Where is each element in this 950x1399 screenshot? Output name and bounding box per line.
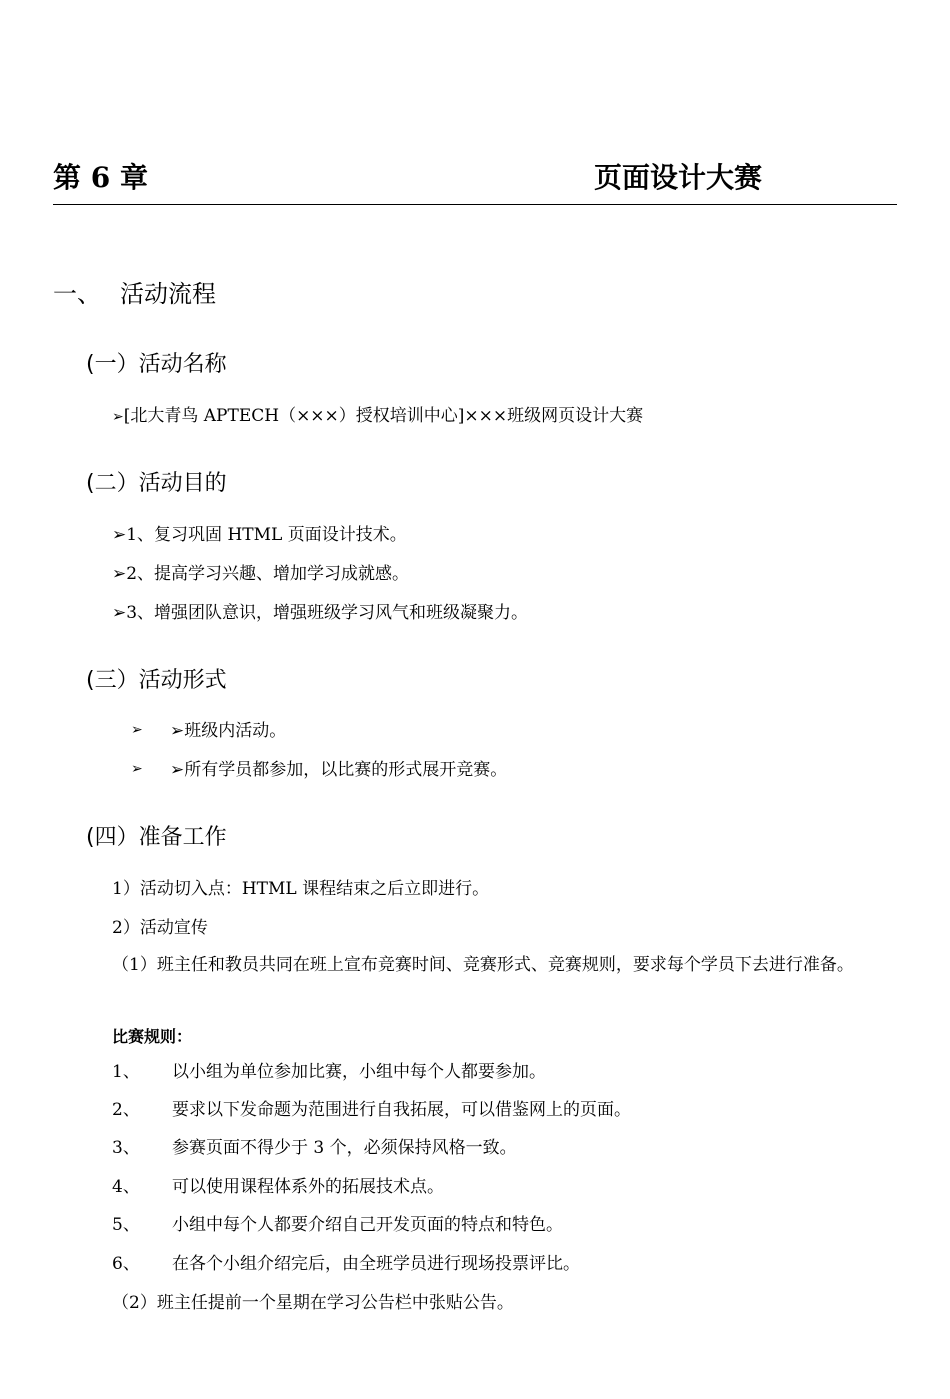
rules-heading: 比赛规则： — [112, 1027, 193, 1046]
header-divider — [53, 204, 897, 205]
list-item — [112, 404, 643, 429]
rule-number: 2、 — [112, 1100, 140, 1120]
list-item: ➢3、增强团队意识，增强班级学习风气和班级凝聚力。 — [112, 603, 529, 623]
rule-text: 要求以下发命题为范围进行自我拓展，可以借鉴网上的页面。 — [172, 1100, 631, 1120]
list-item: ➢所有学员都参加，以比赛的形式展开竞赛。 — [170, 760, 508, 780]
arrow-bullet-icon: ➢ — [131, 722, 143, 738]
rule-number: 4、 — [112, 1177, 140, 1197]
list-item: ➢2、提高学习兴趣、增加学习成就感。 — [112, 564, 410, 584]
rule-text: 以小组为单位参加比赛，小组中每个人都要参加。 — [172, 1062, 546, 1082]
chapter-title: 页面设计大赛 — [594, 161, 763, 194]
list-item: ➢1、复习巩固 HTML 页面设计技术。 — [112, 525, 407, 545]
chapter-number: 第 6 章 — [53, 161, 148, 194]
section-title: 活动流程 — [120, 280, 216, 308]
rule-number: 6、 — [112, 1254, 140, 1274]
subsection-title-form: (三）活动形式 — [86, 668, 227, 693]
prep-paragraph: （2）班主任提前一个星期在学习公告栏中张贴公告。 — [112, 1293, 514, 1313]
subsection-title-purpose: (二）活动目的 — [86, 471, 227, 496]
rule-number: 5、 — [112, 1215, 140, 1235]
subsection-title-prep: (四）准备工作 — [86, 825, 227, 850]
subsection-title-name: (一）活动名称 — [86, 352, 227, 377]
arrow-bullet-icon: ➢ — [112, 409, 124, 425]
rule-text: 在各个小组介绍完后，由全班学员进行现场投票评比。 — [172, 1254, 580, 1274]
arrow-bullet-icon: ➢ — [131, 761, 143, 777]
rule-text: 小组中每个人都要介绍自己开发页面的特点和特色。 — [172, 1215, 563, 1235]
rule-text: 参赛页面不得少于 3 个，必须保持风格一致。 — [172, 1138, 517, 1158]
prep-line: 1）活动切入点：HTML 课程结束之后立即进行。 — [112, 879, 490, 899]
prep-paragraph: （1）班主任和教员共同在班上宣布竞赛时间、竞赛形式、竞赛规则，要求每个学员下去进行准备。 — [112, 955, 854, 975]
list-item: ➢班级内活动。 — [170, 721, 287, 741]
rule-number: 3、 — [112, 1138, 140, 1158]
rule-number: 1、 — [112, 1062, 140, 1082]
prep-line: 2）活动宣传 — [112, 918, 208, 938]
rule-text: 可以使用课程体系外的拓展技术点。 — [172, 1177, 444, 1197]
section-number: 一、 — [53, 280, 101, 308]
activity-name-text: [北大青鸟 APTECH（×××）授权培训中心]×××班级网页设计大赛 — [123, 406, 644, 426]
